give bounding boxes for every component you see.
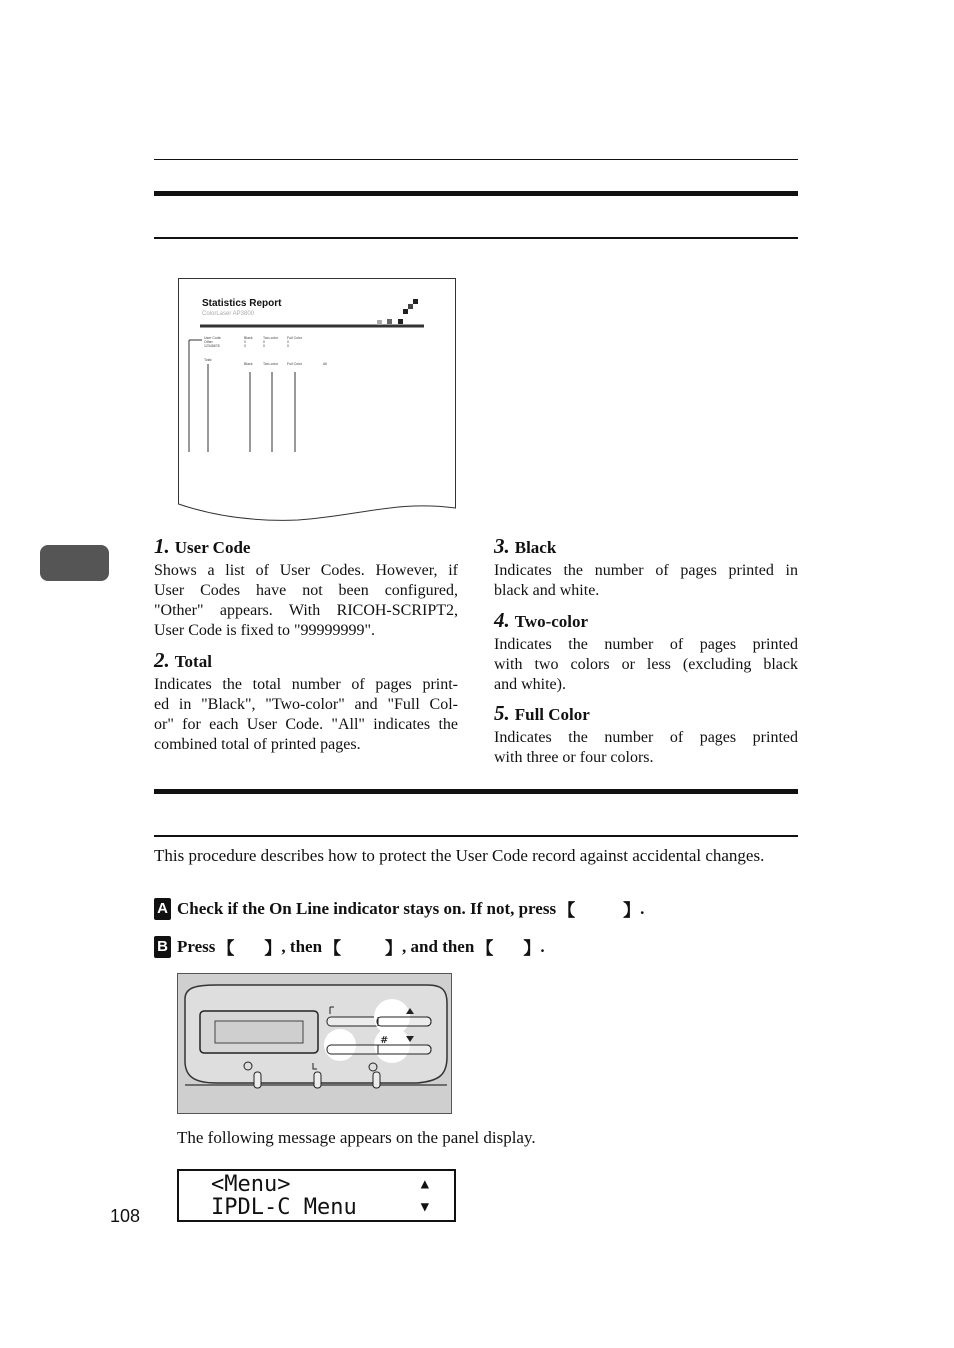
report-row: 12345678 0 0 0 <box>204 344 289 348</box>
step-b-key1-close: 】 <box>264 939 282 958</box>
chapter-tab <box>40 545 109 581</box>
step-b-badge: B <box>154 936 171 958</box>
step-a-key-open: 【 <box>558 901 576 920</box>
report-row: Other 0 0 0 <box>204 340 289 344</box>
intro-text: This procedure describes how to protect the User Code record against accidental changes. <box>154 846 765 865</box>
report-total-row: Black Two-color Full Color All <box>244 362 327 366</box>
header-thick-rule <box>154 191 798 196</box>
item-two-color-heading: 4. Two-color <box>494 608 589 632</box>
step-b-then: , then <box>281 936 323 956</box>
step-b-and-then: , and then <box>402 936 475 956</box>
lcd-line-1 <box>211 1173 429 1196</box>
item-full-color-body: Indicates the number of pages printed with three or four colors. <box>494 729 798 766</box>
item-total-heading: 2. Total <box>154 648 212 672</box>
header-bottom-rule <box>154 237 798 239</box>
step-b-key3-open: 【 <box>476 939 494 958</box>
item-two-color-body: Indicates the number of pages printed with two colors or less (excluding black and white). <box>494 636 798 693</box>
report-col-two-color: Two-color <box>263 336 279 340</box>
report-subtitle: ColorLaser AP3800 <box>202 311 255 317</box>
report-table <box>204 336 327 366</box>
step-a-badge: A <box>154 898 171 920</box>
step-b: B Press 【 】 , then 【 】 , and then 【 】 . <box>154 934 545 959</box>
page-number: 108 <box>110 1206 141 1226</box>
report-col-black: Black <box>244 336 253 340</box>
lcd-item-text: IPDL-C Menu <box>211 1195 357 1220</box>
step-b-key2-open: 【 <box>324 939 342 958</box>
lcd-arrow-up-icon: ▲ <box>420 1176 429 1192</box>
step-b-key2-close: 】 <box>385 939 403 958</box>
item-black-body: Indicates the number of pages printed in black and white. <box>494 562 798 599</box>
item-total-body: Indicates the total number of pages print- ed in "Black", "Two-color" and "Full Col- or" for each User Code. "All" indicates the combined total of printed pages. <box>154 676 458 753</box>
lcd-menu-text: <Menu> <box>211 1172 291 1197</box>
step-a-text: Check if the On Line indicator stays on. If not, press <box>177 898 557 918</box>
lcd-display <box>177 1169 456 1222</box>
section-thin-rule <box>154 835 798 837</box>
item-user-code-body: Shows a list of User Codes. However, if User Codes have not been configured, "Other" appears. With RICOH-SCRIPT2, User Code is fixed to "99999999". <box>154 562 458 639</box>
report-title: Statistics Report <box>202 298 282 309</box>
lcd-arrow-down-icon: ▼ <box>420 1199 429 1215</box>
item-user-code-heading: 1. User Code <box>154 534 251 558</box>
panel-message-text: The following message appears on the panel display. <box>177 1128 536 1147</box>
item-full-color-heading: 5. Full Color <box>494 701 590 725</box>
control-panel-illustration <box>177 973 452 1114</box>
step-a: A Check if the On Line indicator stays on. If not, press 【 】 . <box>154 896 644 921</box>
step-b-key3-close: 】 <box>523 939 541 958</box>
svg-text:#: # <box>380 1035 389 1046</box>
lcd-line-2 <box>211 1196 429 1219</box>
header-thin-rule <box>154 159 798 160</box>
report-total-label: Total <box>204 358 212 362</box>
step-a-key-close: 】 <box>623 901 641 920</box>
step-b-key1-open: 【 <box>217 939 235 958</box>
statistics-report-figure <box>178 278 458 524</box>
section-thick-rule <box>154 789 798 794</box>
report-col-user-code: User Code <box>204 336 221 340</box>
step-b-press: Press <box>177 936 216 956</box>
item-black-heading: 3. Black <box>494 534 557 558</box>
report-col-full-color: Full Color <box>287 336 302 340</box>
